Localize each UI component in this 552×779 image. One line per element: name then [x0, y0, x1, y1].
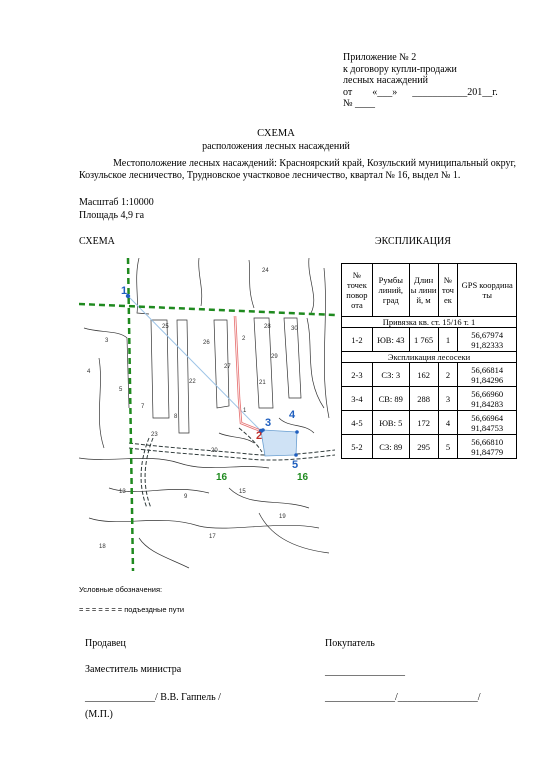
- table-cell: 1-2: [342, 328, 373, 352]
- column-header: Румбы линий, град: [372, 264, 409, 317]
- gps-lon: 91,84283: [471, 398, 504, 409]
- column-header: № точек повор ота: [342, 264, 373, 317]
- explication-heading: ЭКСПЛИКАЦИЯ: [375, 236, 451, 247]
- quarter-boundary-line: [128, 258, 133, 571]
- section-label: Привязка кв. ст. 15/16 т. 1: [342, 317, 517, 328]
- table-row: [342, 435, 517, 459]
- table-section-row: [342, 352, 517, 363]
- gps-lon: 91,84753: [471, 422, 504, 433]
- gps-lon: 91,84779: [471, 446, 504, 457]
- table-row: [342, 387, 517, 411]
- plot-label: 13: [119, 489, 126, 495]
- appendix-line: от «___» ___________201__г.: [343, 86, 498, 98]
- buyer-heading: Покупатель: [325, 638, 375, 649]
- gps-lat: 56,67974: [471, 329, 504, 340]
- table-row: [342, 411, 517, 435]
- table-cell: 2-3: [342, 363, 373, 387]
- table-cell: 1 765: [409, 328, 438, 352]
- plot-label: 27: [224, 364, 231, 370]
- table-cell: СЗ: 3: [372, 363, 409, 387]
- plot-label: 30: [291, 326, 298, 332]
- plot-label: 29: [271, 354, 278, 360]
- table-cell: СЗ: 89: [372, 435, 409, 459]
- area-text: Площадь 4,9 га: [79, 210, 145, 221]
- seller-signature: ______________/ В.В. Гаппель /: [85, 692, 221, 703]
- legend-item: = = = = = = = подъездные пути: [79, 605, 185, 614]
- plot-label: 18: [99, 544, 106, 550]
- plot-label: 20: [211, 448, 218, 454]
- plot-label: 1: [243, 408, 247, 414]
- plot-label: 5: [119, 387, 123, 393]
- column-header: № точ ек: [438, 264, 458, 317]
- buyer-signature-line: ________________: [325, 666, 405, 677]
- quarter-label: 16: [297, 472, 309, 483]
- document-title: СХЕМА: [257, 128, 295, 139]
- quarter-label: 16: [216, 472, 228, 483]
- table-cell: ЮВ: 43: [372, 328, 409, 352]
- plot-label: 9: [184, 494, 188, 500]
- appendix-block: [343, 52, 498, 110]
- appendix-line: к договору купли-продажи: [343, 63, 457, 75]
- gps-lat: 56,66964: [471, 412, 504, 423]
- plot-label: 19: [279, 514, 286, 520]
- gps-lat: 56,66810: [471, 436, 504, 447]
- cut-area: [261, 430, 297, 456]
- point-label: 5: [292, 459, 299, 471]
- gps-cell: [458, 363, 517, 387]
- plot-label: 26: [203, 340, 210, 346]
- forest-scheme-map: [79, 258, 335, 571]
- gps-cell: [458, 411, 517, 435]
- plot-label: 8: [174, 414, 178, 420]
- table-cell: 162: [409, 363, 438, 387]
- plot-label: 24: [262, 268, 269, 274]
- point-label: 1: [121, 285, 128, 297]
- table-cell: 288: [409, 387, 438, 411]
- table-cell: ЮВ: 5: [372, 411, 409, 435]
- point-4: [295, 430, 299, 434]
- table-cell: 172: [409, 411, 438, 435]
- plot-label: 15: [239, 489, 246, 495]
- table-row: [342, 363, 517, 387]
- legend-heading: Условные обозначения:: [79, 585, 163, 594]
- quarter-labels: [216, 472, 309, 483]
- gps-cell: [458, 387, 517, 411]
- gps-lon: 91,82333: [471, 339, 504, 350]
- table-section-row: [342, 317, 517, 328]
- seller-heading: Продавец: [85, 638, 126, 649]
- appendix-line: Приложение № 2: [343, 52, 417, 63]
- plot-label: 25: [162, 324, 169, 330]
- gps-cell: [458, 435, 517, 459]
- plot-label: 2: [242, 336, 246, 342]
- scale-text: Масштаб 1:10000: [79, 197, 154, 208]
- scheme-heading: СХЕМА: [79, 236, 115, 247]
- table-cell: 295: [409, 435, 438, 459]
- table-cell: 3-4: [342, 387, 373, 411]
- table-cell: 4: [438, 411, 458, 435]
- plot-label: 7: [141, 404, 145, 410]
- access-roads: [129, 428, 335, 508]
- document-subtitle: расположения лесных насаждений: [202, 141, 350, 152]
- gps-lat: 56,66814: [471, 364, 504, 375]
- quarter-boundary-line: [79, 304, 335, 315]
- point-label: 2: [256, 430, 263, 442]
- column-header: GPS координа ты: [458, 264, 517, 317]
- appendix-line: № ____: [343, 98, 376, 109]
- column-header: Длин ы лини й, м: [409, 264, 438, 317]
- gps-lon: 91,84296: [471, 374, 504, 385]
- seller-role: Заместитель министра: [85, 664, 182, 675]
- table-header-row: [342, 264, 517, 317]
- plot-label: 28: [264, 324, 271, 330]
- point-label: 3: [265, 417, 272, 429]
- buyer-signature: ______________/________________/: [325, 692, 481, 703]
- plot-label: 22: [189, 379, 196, 385]
- table-cell: СВ: 89: [372, 387, 409, 411]
- table-cell: 4-5: [342, 411, 373, 435]
- section-label: Экспликация лесосеки: [342, 352, 517, 363]
- gps-cell: [458, 328, 517, 352]
- plot-label: 17: [209, 534, 216, 540]
- point-5: [294, 453, 298, 457]
- plot-label: 21: [259, 380, 266, 386]
- table-cell: 2: [438, 363, 458, 387]
- plot-label: 4: [87, 369, 91, 375]
- gps-lat: 56,66960: [471, 388, 504, 399]
- explication-table: [341, 263, 517, 459]
- table-cell: 1: [438, 328, 458, 352]
- stamp-placeholder: (М.П.): [85, 709, 113, 720]
- table-cell: 5-2: [342, 435, 373, 459]
- table-cell: 3: [438, 387, 458, 411]
- point-label: 4: [289, 409, 296, 421]
- location-paragraph: Местоположение лесных насаждений: Красноярский край, Козульский муниципальный округ, Козульское лесничество, Трудновское участковое лесничество, квартал № 16, выдел № 1.: [79, 158, 516, 181]
- plot-label: 23: [151, 432, 158, 438]
- plot-labels: [87, 268, 298, 550]
- plot-label: 3: [105, 338, 109, 344]
- table-row: [342, 328, 517, 352]
- appendix-line: лесных насаждений: [343, 75, 428, 86]
- table-cell: 5: [438, 435, 458, 459]
